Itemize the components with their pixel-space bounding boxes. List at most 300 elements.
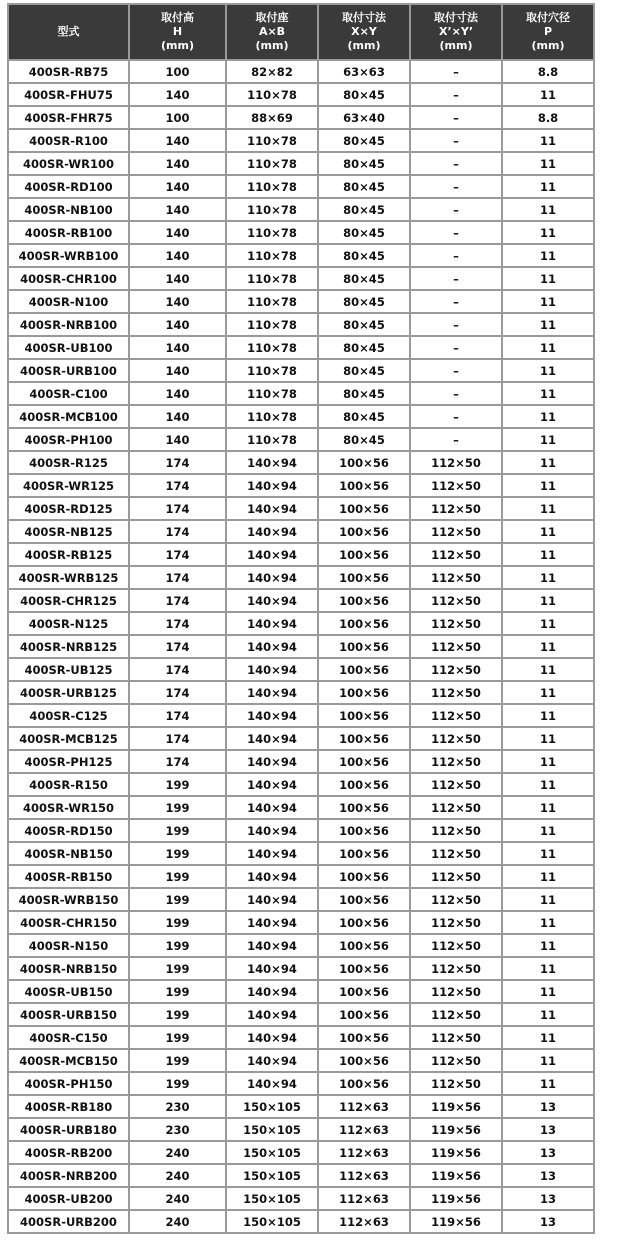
cell-dimension-x2y2: 119×56 [411, 1142, 501, 1163]
cell-hole-diameter: 11 [503, 843, 593, 864]
cell-dimension-x2y2: 112×50 [411, 981, 501, 1002]
cell-dimension-xy: 63×63 [319, 61, 409, 82]
cell-hole-diameter: 11 [503, 889, 593, 910]
cell-seat: 110×78 [227, 176, 317, 197]
cell-dimension-x2y2: 112×50 [411, 659, 501, 680]
cell-height: 199 [130, 866, 225, 887]
cell-dimension-x2y2: – [411, 84, 501, 105]
cell-hole-diameter: 11 [503, 636, 593, 657]
header-line: (mm) [255, 39, 289, 52]
cell-dimension-x2y2: – [411, 153, 501, 174]
cell-dimension-xy: 100×56 [319, 751, 409, 772]
cell-seat: 140×94 [227, 682, 317, 703]
cell-seat: 150×105 [227, 1188, 317, 1209]
cell-dimension-xy: 100×56 [319, 728, 409, 749]
table-row [9, 682, 593, 703]
cell-hole-diameter: 8.8 [503, 61, 593, 82]
table-row [9, 981, 593, 1002]
cell-model: 400SR-NB150 [9, 843, 128, 864]
table-row [9, 1073, 593, 1094]
cell-dimension-xy: 100×56 [319, 1050, 409, 1071]
cell-dimension-x2y2: – [411, 314, 501, 335]
cell-height: 100 [130, 107, 225, 128]
table-row [9, 1027, 593, 1048]
cell-model: 400SR-NRB100 [9, 314, 128, 335]
table-row [9, 590, 593, 611]
cell-seat: 110×78 [227, 84, 317, 105]
cell-model: 400SR-URB150 [9, 1004, 128, 1025]
header-mount-dimension-x2y2 [411, 5, 501, 59]
cell-model: 400SR-RB180 [9, 1096, 128, 1117]
table-row [9, 912, 593, 933]
cell-dimension-x2y2: 112×50 [411, 751, 501, 772]
cell-model: 400SR-RB75 [9, 61, 128, 82]
table-row [9, 797, 593, 818]
header-mount-dimension-xy [319, 5, 409, 59]
cell-seat: 82×82 [227, 61, 317, 82]
cell-model: 400SR-FHU75 [9, 84, 128, 105]
table-row [9, 728, 593, 749]
cell-dimension-xy: 100×56 [319, 843, 409, 864]
cell-dimension-x2y2: 112×50 [411, 935, 501, 956]
table-row [9, 866, 593, 887]
cell-model: 400SR-CHR150 [9, 912, 128, 933]
cell-dimension-x2y2: 112×50 [411, 958, 501, 979]
cell-dimension-xy: 100×56 [319, 544, 409, 565]
cell-model: 400SR-PH100 [9, 429, 128, 450]
cell-hole-diameter: 13 [503, 1165, 593, 1186]
cell-hole-diameter: 11 [503, 452, 593, 473]
cell-dimension-xy: 100×56 [319, 1004, 409, 1025]
header-line: P [543, 25, 553, 38]
cell-height: 199 [130, 958, 225, 979]
cell-dimension-x2y2: 119×56 [411, 1165, 501, 1186]
table-row [9, 544, 593, 565]
header-mount-hole-diameter [503, 5, 593, 59]
table-row [9, 383, 593, 404]
cell-seat: 150×105 [227, 1142, 317, 1163]
cell-dimension-xy: 112×63 [319, 1165, 409, 1186]
cell-dimension-x2y2: 112×50 [411, 1050, 501, 1071]
cell-dimension-xy: 80×45 [319, 383, 409, 404]
cell-model: 400SR-N150 [9, 935, 128, 956]
cell-hole-diameter: 11 [503, 1073, 593, 1094]
cell-dimension-x2y2: 112×50 [411, 889, 501, 910]
cell-model: 400SR-WRB125 [9, 567, 128, 588]
cell-dimension-xy: 112×63 [319, 1119, 409, 1140]
cell-height: 199 [130, 912, 225, 933]
cell-dimension-x2y2: 112×50 [411, 475, 501, 496]
cell-model: 400SR-RD150 [9, 820, 128, 841]
cell-dimension-xy: 100×56 [319, 475, 409, 496]
cell-dimension-xy: 100×56 [319, 521, 409, 542]
cell-dimension-xy: 80×45 [319, 176, 409, 197]
cell-hole-diameter: 11 [503, 751, 593, 772]
cell-dimension-x2y2: 112×50 [411, 452, 501, 473]
cell-model: 400SR-MCB100 [9, 406, 128, 427]
cell-hole-diameter: 11 [503, 1004, 593, 1025]
table-row [9, 452, 593, 473]
cell-dimension-xy: 112×63 [319, 1142, 409, 1163]
cell-height: 174 [130, 498, 225, 519]
cell-dimension-xy: 100×56 [319, 590, 409, 611]
cell-hole-diameter: 11 [503, 475, 593, 496]
table-row [9, 705, 593, 726]
cell-model: 400SR-NRB200 [9, 1165, 128, 1186]
cell-hole-diameter: 11 [503, 797, 593, 818]
cell-dimension-x2y2: – [411, 176, 501, 197]
cell-model: 400SR-UB100 [9, 337, 128, 358]
cell-seat: 140×94 [227, 981, 317, 1002]
table-row [9, 1119, 593, 1140]
cell-height: 174 [130, 590, 225, 611]
cell-dimension-x2y2: 119×56 [411, 1211, 501, 1232]
cell-seat: 140×94 [227, 659, 317, 680]
cell-height: 140 [130, 84, 225, 105]
table-row [9, 1004, 593, 1025]
table-row [9, 291, 593, 312]
cell-height: 140 [130, 153, 225, 174]
cell-model: 400SR-RB150 [9, 866, 128, 887]
cell-height: 174 [130, 705, 225, 726]
cell-hole-diameter: 11 [503, 176, 593, 197]
cell-hole-diameter: 11 [503, 314, 593, 335]
cell-model: 400SR-RB100 [9, 222, 128, 243]
cell-hole-diameter: 11 [503, 130, 593, 151]
table-row [9, 843, 593, 864]
cell-model: 400SR-C125 [9, 705, 128, 726]
cell-seat: 140×94 [227, 774, 317, 795]
cell-hole-diameter: 11 [503, 498, 593, 519]
table-row [9, 107, 593, 128]
cell-hole-diameter: 11 [503, 429, 593, 450]
table-row [9, 406, 593, 427]
cell-dimension-x2y2: – [411, 360, 501, 381]
cell-model: 400SR-CHR125 [9, 590, 128, 611]
cell-height: 140 [130, 222, 225, 243]
table-row [9, 176, 593, 197]
cell-dimension-xy: 100×56 [319, 1073, 409, 1094]
cell-height: 240 [130, 1188, 225, 1209]
cell-model: 400SR-N125 [9, 613, 128, 634]
cell-dimension-xy: 112×63 [319, 1096, 409, 1117]
cell-model: 400SR-R100 [9, 130, 128, 151]
cell-seat: 140×94 [227, 751, 317, 772]
cell-dimension-xy: 80×45 [319, 222, 409, 243]
cell-seat: 150×105 [227, 1211, 317, 1232]
cell-hole-diameter: 11 [503, 383, 593, 404]
cell-seat: 110×78 [227, 130, 317, 151]
cell-seat: 140×94 [227, 567, 317, 588]
header-row [9, 5, 593, 59]
table-row [9, 521, 593, 542]
table-row [9, 1211, 593, 1232]
cell-hole-diameter: 11 [503, 590, 593, 611]
cell-dimension-x2y2: 112×50 [411, 912, 501, 933]
cell-model: 400SR-UB125 [9, 659, 128, 680]
cell-hole-diameter: 11 [503, 912, 593, 933]
cell-seat: 140×94 [227, 498, 317, 519]
cell-dimension-xy: 80×45 [319, 199, 409, 220]
cell-model: 400SR-C150 [9, 1027, 128, 1048]
cell-height: 140 [130, 337, 225, 358]
cell-height: 174 [130, 567, 225, 588]
table-body [9, 61, 593, 1232]
cell-hole-diameter: 11 [503, 406, 593, 427]
header-line: 取付穴径 [526, 11, 570, 24]
cell-dimension-x2y2: – [411, 429, 501, 450]
cell-dimension-x2y2: 112×50 [411, 774, 501, 795]
cell-dimension-x2y2: – [411, 199, 501, 220]
cell-model: 400SR-R125 [9, 452, 128, 473]
cell-hole-diameter: 11 [503, 567, 593, 588]
cell-dimension-xy: 100×56 [319, 820, 409, 841]
cell-hole-diameter: 11 [503, 245, 593, 266]
header-line: (mm) [531, 39, 565, 52]
cell-height: 199 [130, 797, 225, 818]
cell-model: 400SR-PH125 [9, 751, 128, 772]
cell-height: 199 [130, 889, 225, 910]
cell-seat: 110×78 [227, 406, 317, 427]
cell-height: 174 [130, 613, 225, 634]
cell-seat: 140×94 [227, 820, 317, 841]
cell-model: 400SR-WRB150 [9, 889, 128, 910]
cell-dimension-x2y2: 112×50 [411, 544, 501, 565]
cell-height: 174 [130, 682, 225, 703]
cell-model: 400SR-URB100 [9, 360, 128, 381]
table-row [9, 199, 593, 220]
cell-dimension-x2y2: – [411, 291, 501, 312]
cell-dimension-xy: 100×56 [319, 567, 409, 588]
cell-height: 174 [130, 728, 225, 749]
cell-model: 400SR-URB125 [9, 682, 128, 703]
cell-model: 400SR-RD100 [9, 176, 128, 197]
cell-dimension-xy: 80×45 [319, 153, 409, 174]
cell-hole-diameter: 11 [503, 222, 593, 243]
cell-dimension-x2y2: 112×50 [411, 521, 501, 542]
header-line: H [172, 25, 183, 38]
cell-dimension-xy: 100×56 [319, 958, 409, 979]
cell-dimension-x2y2: – [411, 337, 501, 358]
cell-seat: 140×94 [227, 636, 317, 657]
cell-model: 400SR-NB125 [9, 521, 128, 542]
header-line: 型式 [57, 25, 80, 38]
table-row [9, 475, 593, 496]
cell-height: 199 [130, 1027, 225, 1048]
cell-height: 230 [130, 1096, 225, 1117]
cell-dimension-xy: 80×45 [319, 291, 409, 312]
cell-dimension-x2y2: 112×50 [411, 613, 501, 634]
cell-height: 174 [130, 544, 225, 565]
cell-dimension-x2y2: – [411, 222, 501, 243]
header-line: 取付高 [161, 11, 194, 24]
table-row [9, 153, 593, 174]
cell-hole-diameter: 11 [503, 84, 593, 105]
cell-model: 400SR-RB200 [9, 1142, 128, 1163]
cell-height: 199 [130, 1004, 225, 1025]
cell-seat: 140×94 [227, 935, 317, 956]
header-line: A×B [258, 25, 286, 38]
cell-seat: 140×94 [227, 1050, 317, 1071]
header-line: X×Y [351, 25, 377, 38]
cell-seat: 110×78 [227, 429, 317, 450]
cell-dimension-x2y2: 119×56 [411, 1188, 501, 1209]
cell-hole-diameter: 11 [503, 521, 593, 542]
cell-seat: 140×94 [227, 1004, 317, 1025]
cell-model: 400SR-CHR100 [9, 268, 128, 289]
cell-dimension-x2y2: 112×50 [411, 567, 501, 588]
table-row [9, 498, 593, 519]
cell-height: 140 [130, 130, 225, 151]
cell-hole-diameter: 11 [503, 728, 593, 749]
cell-model: 400SR-UB150 [9, 981, 128, 1002]
cell-dimension-xy: 100×56 [319, 705, 409, 726]
cell-dimension-x2y2: 112×50 [411, 498, 501, 519]
table-row [9, 1142, 593, 1163]
cell-hole-diameter: 11 [503, 682, 593, 703]
cell-height: 240 [130, 1142, 225, 1163]
cell-dimension-x2y2: 112×50 [411, 1004, 501, 1025]
cell-seat: 110×78 [227, 337, 317, 358]
cell-dimension-xy: 100×56 [319, 659, 409, 680]
cell-seat: 110×78 [227, 245, 317, 266]
cell-seat: 110×78 [227, 268, 317, 289]
cell-height: 199 [130, 1073, 225, 1094]
cell-model: 400SR-RB125 [9, 544, 128, 565]
cell-hole-diameter: 11 [503, 544, 593, 565]
cell-hole-diameter: 8.8 [503, 107, 593, 128]
table-row [9, 1096, 593, 1117]
cell-seat: 140×94 [227, 521, 317, 542]
cell-dimension-xy: 100×56 [319, 1027, 409, 1048]
cell-seat: 140×94 [227, 889, 317, 910]
cell-dimension-xy: 112×63 [319, 1188, 409, 1209]
cell-height: 140 [130, 406, 225, 427]
cell-dimension-xy: 80×45 [319, 314, 409, 335]
cell-hole-diameter: 11 [503, 199, 593, 220]
cell-dimension-x2y2: 112×50 [411, 820, 501, 841]
table-row [9, 636, 593, 657]
header-line: 取付寸法 [434, 11, 478, 24]
header-model [9, 5, 128, 59]
cell-seat: 140×94 [227, 1027, 317, 1048]
cell-height: 140 [130, 268, 225, 289]
cell-dimension-x2y2: – [411, 107, 501, 128]
cell-seat: 140×94 [227, 797, 317, 818]
cell-height: 240 [130, 1165, 225, 1186]
cell-model: 400SR-NB100 [9, 199, 128, 220]
cell-hole-diameter: 11 [503, 935, 593, 956]
header-mount-height [130, 5, 225, 59]
table-row [9, 1050, 593, 1071]
cell-hole-diameter: 11 [503, 1050, 593, 1071]
cell-dimension-xy: 100×56 [319, 935, 409, 956]
cell-model: 400SR-N100 [9, 291, 128, 312]
table-row [9, 84, 593, 105]
cell-seat: 140×94 [227, 866, 317, 887]
cell-dimension-xy: 100×56 [319, 613, 409, 634]
cell-dimension-x2y2: 112×50 [411, 1073, 501, 1094]
cell-dimension-x2y2: 112×50 [411, 843, 501, 864]
cell-model: 400SR-C100 [9, 383, 128, 404]
cell-model: 400SR-URB180 [9, 1119, 128, 1140]
cell-model: 400SR-WRB100 [9, 245, 128, 266]
cell-seat: 140×94 [227, 843, 317, 864]
header-line: (mm) [439, 39, 473, 52]
cell-model: 400SR-MCB150 [9, 1050, 128, 1071]
cell-dimension-xy: 80×45 [319, 245, 409, 266]
cell-hole-diameter: 11 [503, 268, 593, 289]
cell-height: 140 [130, 429, 225, 450]
table-row [9, 429, 593, 450]
table-row [9, 659, 593, 680]
cell-hole-diameter: 13 [503, 1096, 593, 1117]
cell-height: 140 [130, 314, 225, 335]
cell-hole-diameter: 11 [503, 291, 593, 312]
cell-dimension-x2y2: – [411, 268, 501, 289]
cell-seat: 110×78 [227, 314, 317, 335]
cell-dimension-x2y2: – [411, 245, 501, 266]
cell-seat: 150×105 [227, 1165, 317, 1186]
cell-dimension-x2y2: – [411, 130, 501, 151]
cell-seat: 140×94 [227, 475, 317, 496]
cell-dimension-xy: 80×45 [319, 360, 409, 381]
cell-hole-diameter: 13 [503, 1142, 593, 1163]
cell-dimension-xy: 100×56 [319, 797, 409, 818]
cell-seat: 140×94 [227, 1073, 317, 1094]
cell-model: 400SR-RD125 [9, 498, 128, 519]
cell-height: 199 [130, 1050, 225, 1071]
cell-dimension-xy: 100×56 [319, 498, 409, 519]
cell-model: 400SR-R150 [9, 774, 128, 795]
cell-dimension-xy: 80×45 [319, 406, 409, 427]
cell-hole-diameter: 13 [503, 1188, 593, 1209]
cell-dimension-xy: 100×56 [319, 866, 409, 887]
cell-height: 174 [130, 452, 225, 473]
cell-height: 240 [130, 1211, 225, 1232]
header-line: 取付座 [255, 11, 289, 24]
table-row [9, 222, 593, 243]
cell-seat: 150×105 [227, 1096, 317, 1117]
cell-height: 140 [130, 176, 225, 197]
cell-model: 400SR-URB200 [9, 1211, 128, 1232]
cell-height: 230 [130, 1119, 225, 1140]
cell-model: 400SR-WR100 [9, 153, 128, 174]
cell-height: 199 [130, 774, 225, 795]
cell-seat: 110×78 [227, 222, 317, 243]
cell-dimension-x2y2: 112×50 [411, 728, 501, 749]
cell-seat: 140×94 [227, 613, 317, 634]
cell-height: 174 [130, 751, 225, 772]
cell-seat: 88×69 [227, 107, 317, 128]
table-row [9, 130, 593, 151]
header-line: X’×Y’ [438, 25, 474, 38]
cell-model: 400SR-WR125 [9, 475, 128, 496]
cell-hole-diameter: 11 [503, 360, 593, 381]
cell-dimension-xy: 100×56 [319, 682, 409, 703]
cell-dimension-xy: 100×56 [319, 774, 409, 795]
cell-seat: 140×94 [227, 958, 317, 979]
cell-seat: 140×94 [227, 590, 317, 611]
cell-seat: 110×78 [227, 360, 317, 381]
cell-seat: 110×78 [227, 383, 317, 404]
table-row [9, 245, 593, 266]
cell-hole-diameter: 11 [503, 820, 593, 841]
table-row [9, 314, 593, 335]
cell-hole-diameter: 11 [503, 705, 593, 726]
header-line: (mm) [161, 39, 194, 52]
cell-dimension-x2y2: 112×50 [411, 797, 501, 818]
